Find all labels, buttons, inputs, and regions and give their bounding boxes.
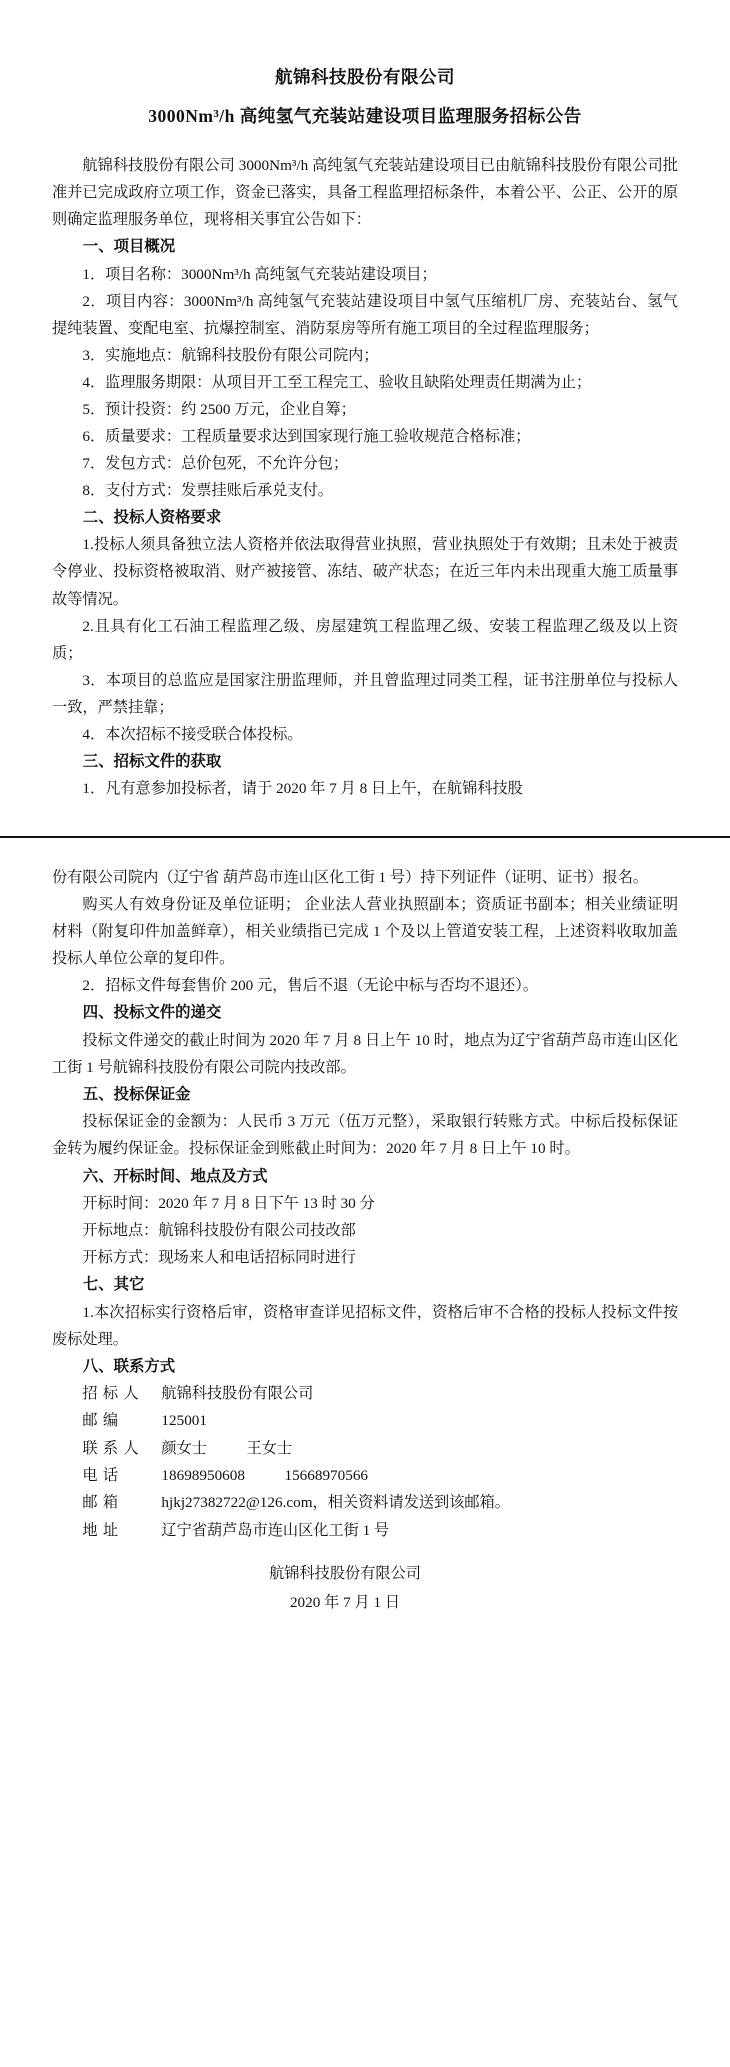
- contact-value-tenderer: 航锦科技股份有限公司: [161, 1385, 314, 1403]
- section-1-item-4: 4．监理服务期限：从项目开工至工程完工、验收且缺陷处理责任期满为止；: [82, 373, 592, 391]
- contact-label-address: 地 址: [82, 1521, 119, 1539]
- section-6-item-3: 开标方式：现场来人和电话招标同时进行: [82, 1249, 356, 1267]
- section-2-item-2: 2.且具有化工石油工程监理乙级、房屋建筑工程监理乙级、安装工程监理乙级及以上资质；: [52, 617, 678, 662]
- document-page-1: [0, 0, 730, 802]
- contact-row-postcode: [52, 1407, 678, 1434]
- contact-list: [52, 1380, 678, 1544]
- section-1-item-8: 8．支付方式：发票挂账后承兑支付。: [82, 481, 333, 499]
- contact-value-email: hjkj27382722@126.com，相关资料请发送到该邮箱。: [161, 1494, 510, 1512]
- page-subtitle: 3000Nm³/h 高纯氢气充装站建设项目监理服务招标公告: [148, 106, 582, 126]
- contact-row-person: [52, 1435, 678, 1462]
- signature-company: 航锦科技股份有限公司: [269, 1565, 421, 1583]
- page-gap: [0, 802, 730, 818]
- contact-value-person: [161, 1435, 678, 1462]
- contact-phone-1: 18698950608: [161, 1467, 245, 1485]
- contact-row-tenderer: [52, 1380, 678, 1407]
- section-2-item-3: 3．本项目的总监应是国家注册监理师，并且曾监理过同类工程，证书注册单位与投标人一致，严禁挂靠；: [52, 671, 678, 716]
- contact-person-2: 王女士: [246, 1439, 293, 1457]
- contact-value-postcode: 125001: [161, 1412, 207, 1430]
- section-heading-1: 一、项目概况: [82, 238, 176, 256]
- section-heading-5: 五、投标保证金: [82, 1086, 191, 1103]
- signature-date: 2020 年 7 月 1 日: [289, 1594, 401, 1612]
- section-3-item-1-part2: 份有限公司院内（辽宁省 葫芦岛市连山区化工街 1 号）持下列证件（证明、证书）报名。: [52, 869, 649, 887]
- section-2-item-1: 1.投标人须具备独立法人资格并依法取得营业执照，营业执照处于有效期；且未处于被责令停业、投标资格被取消、财产被接管、冻结、破产状态；在近三年内未出现重大施工质量事故等情况。: [52, 536, 678, 608]
- section-1-item-7: 7．发包方式：总价包死，不允许分包；: [82, 454, 349, 472]
- section-1-item-2: 2．项目内容：3000Nm³/h 高纯氢气充装站建设项目中氢气压缩机厂房、充装站台、氢气提纯装置、变配电室、抗爆控制室、消防泵房等所有施工项目的全过程监理服务；: [52, 292, 678, 337]
- section-3-item-1-part1: 1．凡有意参加投标者，请于 2020 年 7 月 8 日上午，在航锦科技股: [82, 780, 523, 798]
- contact-person-1: 颜女士: [161, 1439, 207, 1457]
- section-3-item-2: 购买人有效身份证及单位证明； 企业法人营业执照副本；资质证书副本；相关业绩证明材料（附复印件加盖鲜章），相关业绩指已完成 1 个及以上管道安装工程，上述资料收取加盖投标人单位公章的复印件。: [52, 896, 678, 968]
- section-heading-7: 七、其它: [82, 1276, 145, 1294]
- contact-label-person: 联 系 人: [82, 1439, 140, 1457]
- contact-label-email: 邮 箱: [82, 1494, 119, 1512]
- contact-label-tenderer: 招 标 人: [82, 1385, 140, 1403]
- section-1-item-6: 6．质量要求：工程质量要求达到国家现行施工验收规范合格标准；: [82, 427, 531, 445]
- section-7-item-1: 1.本次招标实行资格后审，资格审查详见招标文件，资格后审不合格的投标人投标文件按废标处理。: [52, 1303, 678, 1348]
- contact-label-phone: 电 话: [82, 1467, 119, 1485]
- section-1-item-3: 3．实施地点：航锦科技股份有限公司院内；: [82, 346, 379, 364]
- section-1-item-5: 5．预计投资：约 2500 万元，企业自筹；: [82, 400, 356, 418]
- document-page-2: [0, 838, 730, 1658]
- section-2-item-4: 4．本次招标不接受联合体投标。: [82, 725, 303, 743]
- contact-row-phone: [52, 1462, 678, 1489]
- intro-paragraph: 航锦科技股份有限公司 3000Nm³/h 高纯氢气充装站建设项目已由航锦科技股份有限公司批准并已完成政府立项工作，资金已落实，具备工程监理招标条件，本着公平、公正、公开的原则确定监理服务单位，现将相关事宜公告如下：: [52, 157, 678, 229]
- contact-value-address: 辽宁省葫芦岛市连山区化工街 1 号: [161, 1521, 390, 1539]
- page-title: 航锦科技股份有限公司: [275, 67, 455, 87]
- section-5-item-1: 投标保证金的金额为：人民币 3 万元（伍万元整），采取银行转账方式。中标后投标保证金转为履约保证金。投标保证金到账截止时间为：2020 年 7 月 8 日上午 10 时。: [52, 1113, 678, 1158]
- section-heading-4: 四、投标文件的递交: [82, 1004, 222, 1022]
- contact-row-address: [52, 1517, 678, 1544]
- section-1-item-1: 1．项目名称：3000Nm³/h 高纯氢气充装站建设项目；: [82, 265, 437, 283]
- section-3-item-3: 2．招标文件每套售价 200 元，售后不退（无论中标与否均不退还）。: [82, 977, 539, 995]
- contact-phone-2: 15668970566: [284, 1467, 368, 1485]
- signature-block: [52, 1560, 678, 1618]
- section-6-item-2: 开标地点：航锦科技股份有限公司技改部: [82, 1221, 356, 1239]
- contact-label-postcode: 邮 编: [82, 1412, 119, 1430]
- section-heading-6: 六、开标时间、地点及方式: [82, 1167, 268, 1185]
- section-6-item-1: 开标时间：2020 年 7 月 8 日下午 13 时 30 分: [82, 1194, 375, 1212]
- contact-value-phone: [161, 1462, 678, 1489]
- section-heading-8: 八、联系方式: [82, 1357, 176, 1375]
- contact-row-email: [52, 1489, 678, 1516]
- section-heading-2: 二、投标人资格要求: [82, 508, 222, 526]
- section-heading-3: 三、招标文件的获取: [82, 752, 222, 770]
- section-4-item-1: 投标文件递交的截止时间为 2020 年 7 月 8 日上午 10 时，地点为辽宁省葫芦岛市连山区化工街 1 号航锦科技股份有限公司院内技改部。: [52, 1031, 678, 1076]
